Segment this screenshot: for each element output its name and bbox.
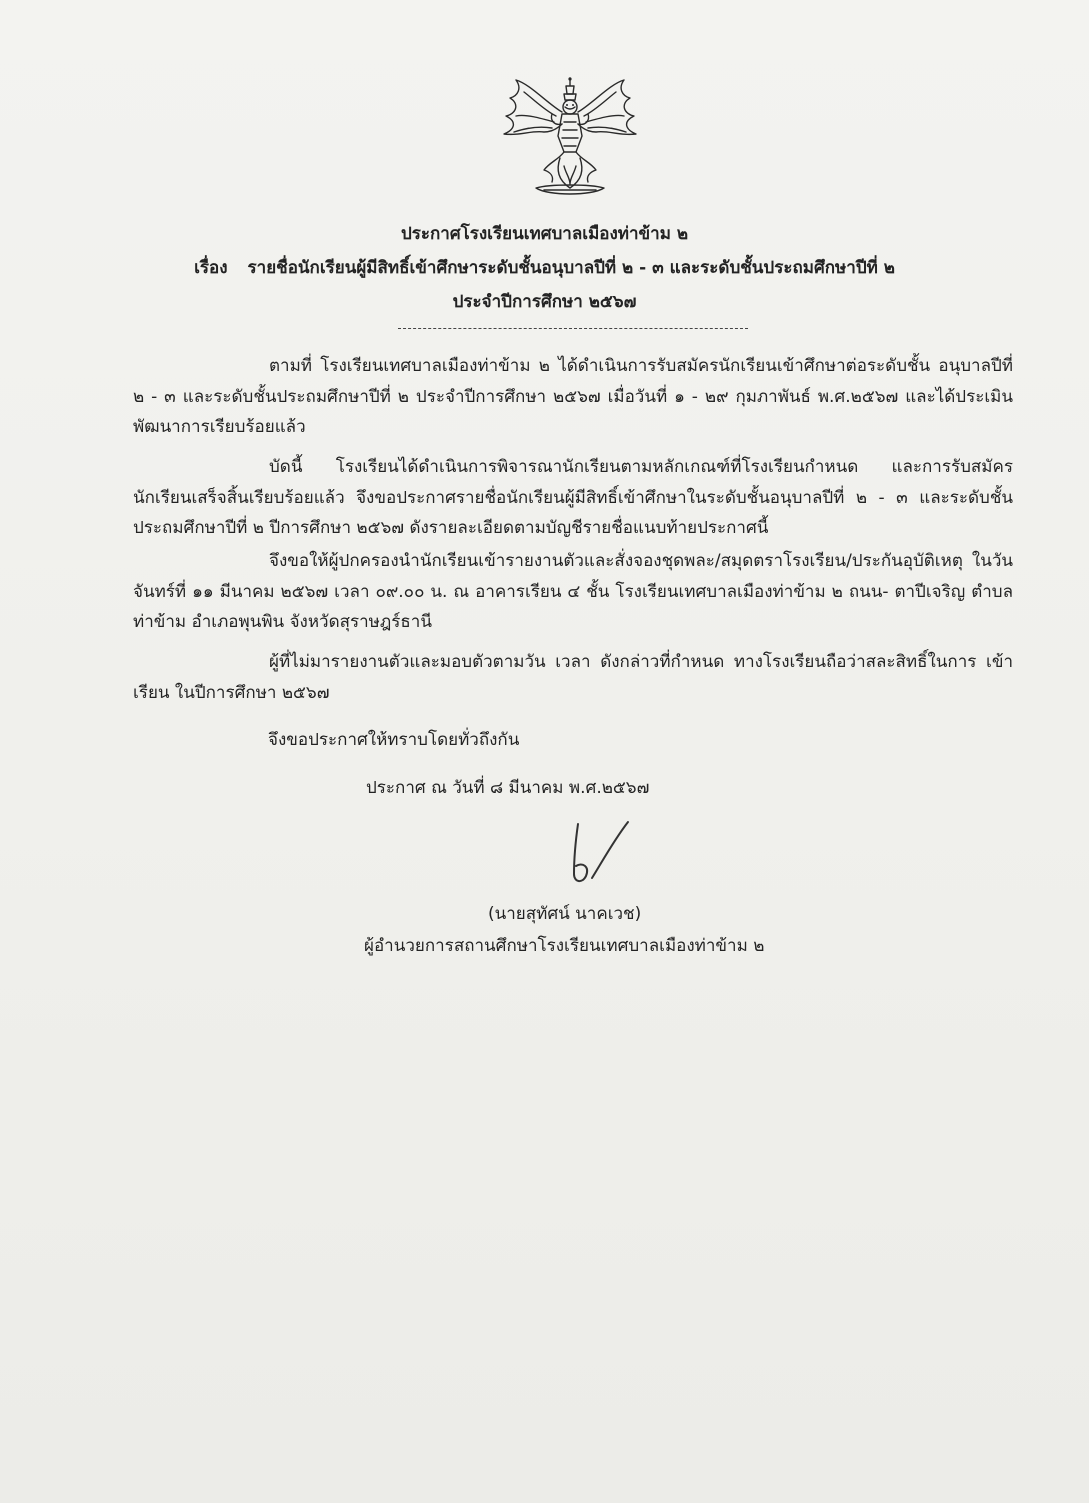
subject-line-2: ประจำปีการศึกษา ๒๕๖๗: [452, 292, 637, 312]
subject-text: รายชื่อนักเรียนผู้มีสิทธิ์เข้าศึกษาระดับชั้นอนุบาลปีที่ ๒ - ๓ และระดับชั้นประถมศึกษาปีที่ ๒: [247, 258, 895, 278]
signatory-name: (นายสุทัศน์ นาคเวช): [488, 904, 642, 924]
subject-label: เรื่อง: [194, 258, 228, 278]
announcement-title: ประกาศโรงเรียนเทศบาลเมืองท่าข้าม ๒: [400, 224, 689, 244]
title-divider: [398, 328, 748, 329]
paragraph-2: บัดนี้ โรงเรียนได้ดำเนินการพิจารณานักเรียนตามหลักเกณฑ์ที่โรงเรียนกำหนด และการรับสมัคร นักเรียนเสร็จสิ้นเรียบร้อยแล้ว จึงขอประกาศรายชื่อนักเรียนผู้มีสิทธิ์เข้าศึกษาในระดับชั้นอนุบาลปีที่ ๒ - ๓ และระดับชั้นประถมศึกษาปีที่ ๒ ปีการศึกษา ๒๕๖๗ ดังรายละเอียดตามบัญชีรายชื่อแนบท้ายประกาศนี้: [133, 457, 1013, 538]
paragraph-4: ผู้ที่ไม่มารายงานตัวและมอบตัวตามวัน เวลา ดังกล่าวที่กำหนด ทางโรงเรียนถือว่าสละสิทธิ์ในการ เข้าเรียน ในปีการศึกษา ๒๕๖๗: [133, 652, 1013, 703]
paragraph-3: จึงขอให้ผู้ปกครองนำนักเรียนเข้ารายงานตัวและสั่งจองชุดพละ/สมุดตราโรงเรียน/ประกันอุบัติเหตุ ในวันจันทร์ที่ ๑๑ มีนาคม ๒๕๖๗ เวลา ๐๙.๐๐ น. ณ อาคารเรียน ๔ ชั้น โรงเรียนเทศบาลเมืองท่าข้าม ๒ ถนน- ตาปีเจริญ ตำบลท่าข้าม อำเภอพุนพิน จังหวัดสุราษฎร์ธานี: [133, 551, 1013, 632]
signature-mark: [552, 818, 632, 892]
announcement-subject: [0, 256, 1089, 280]
garuda-emblem-icon: [500, 74, 640, 200]
paragraph-1: ตามที่ โรงเรียนเทศบาลเมืองท่าข้าม ๒ ได้ดำเนินการรับสมัครนักเรียนเข้าศึกษาต่อระดับชั้น อนุบาลปีที่ ๒ - ๓ และระดับชั้นประถมศึกษาปีที่ ๒ ประจำปีการศึกษา ๒๕๖๗ เมื่อวันที่ ๑ - ๒๙ กุมภาพันธ์ พ.ศ.๒๕๖๗ และได้ประเมินพัฒนาการเรียบร้อยแล้ว: [133, 356, 1013, 437]
closing-announce: จึงขอประกาศให้ทราบโดยทั่วถึงกัน: [268, 730, 520, 750]
announcement-date: ประกาศ ณ วันที่ ๘ มีนาคม พ.ศ.๒๕๖๗: [366, 778, 650, 798]
signatory-position: ผู้อำนวยการสถานศึกษาโรงเรียนเทศบาลเมืองท่าข้าม ๒: [364, 936, 765, 956]
